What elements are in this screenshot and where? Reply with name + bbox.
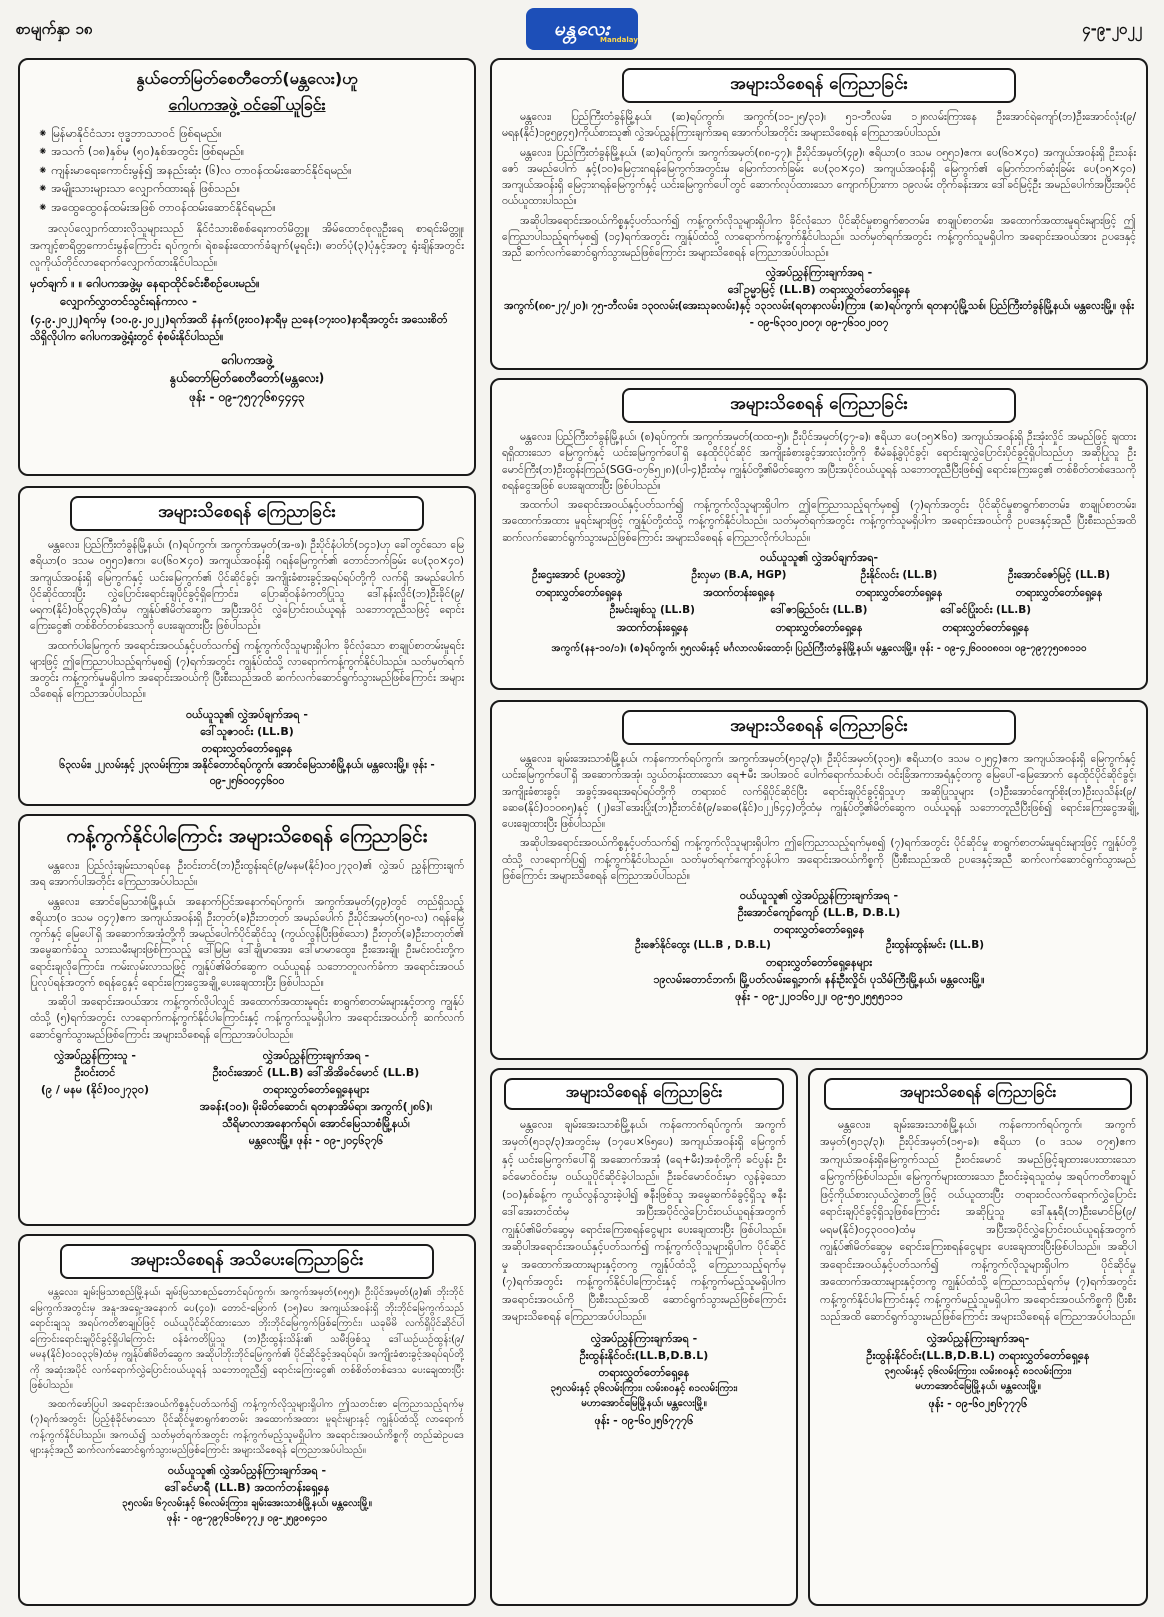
- lawyer-name: ဦးဌေးအောင် (ဥပဒေဘွဲ့): [532, 568, 626, 581]
- recruit-paragraph: အလုပ်လျှောက်ထားလိုသူများသည် နိုင်ငံသားစိစစ်ရေးကတ်မိတ္တူ၊ အိမ်ထောင်စုလူဦးရေ စာရင်းမိတ္တူ၊ အကျင့်စာရိတ္တကောင်းမွန်ကြောင်း ရပ်ကွက်၊ ရဲစခန်းထောက်ခံချက်(မူရင်း)၊ ဓာတ်ပုံ(၃)ပုံနှင့်အတူ ရုံးချိန်အတွင်း လူကိုယ်တိုင်လာရောက်လျှောက်ထားနိုင်ပါသည်။: [30, 221, 464, 270]
- lawyer-name: ဦးမင်းချစ်သူ (LL.B): [609, 604, 695, 617]
- left-sig-name: ဦးဝင်းတင်: [74, 1065, 116, 1079]
- notice-e: [18, 1234, 476, 1606]
- notice-c-para-1: မန္တလေး၊ ပြည်ကြီးတံခွန်မြို့နယ်၊ (ဂ)ရပ်ကွက်၊ အကွက်အမှတ်(အ-ဖ)၊ ဦးပိုင်နံပါတ်(၁၄၁)ဟု ခေါ်တွင်သော မြေဧရိယာ(၀ ဒသမ ၀၅၅၁)ဧက၊ ပေ(၆၀×၄၀) အကျယ်အဝန်းရှိ ဂရန်မြေကွက်၏ တောင်ဘက်ခြမ်း ပေ(၃၀×၄၀) အကျယ်အဝန်းရှိ မြေကွက်နှင့် ယင်းမြေကွက်၏ ပိုင်ဆိုင်ခွင့်၊ အကျိုးခံစားခွင့်အရပ်ရပ်တို့ကို လက်ရှိ အမည်ပေါက်ပိုင်ဆိုင်ထားပြီး လွှဲပြောင်းရောင်းချပိုင်ခွင့်ရှိကြောင်း၊ ပြောဆိုဝန်ခံကတိပြုသူ ဒေါ်နန်းလှိုင်(ဘ)ဦးခိုင်(၉/မရက(နိုင်)၀၆၃၄၃၆)ထံမှ ကျွန်ုပ်၏မိတ်ဆွေက အပြီးအပိုင် လွှဲပြောင်းဝယ်ယူရန် သဘောတူညီသဖြင့် ရောင်းကြေးငွေ၏ တစ်စိတ်တစ်ဒေသကို ပေးချေထားပြီး ဖြစ်ပါသည်။: [30, 539, 464, 633]
- notice-d-phone: ဖုန်း - ၀၉-၂၂၀၁၆၀၂၂၊ ၀၉-၅၀၂၅၅၅၁၁၁: [735, 990, 903, 1004]
- page-header: [0, 0, 1164, 56]
- notice-e-title: အများသိစေရန် အသိပေးကြေညာခြင်း: [60, 1244, 434, 1279]
- notice-d-para-1: မန္တလေး၊ ချမ်းအေးသာစံမြို့နယ်၊ ကန်ကောက်ရပ်ကွက်၊ အကွက်အမှတ်(၅၁၃/၃)၊ ဦးပိုင်အမှတ်(၃၁၅)၊ ဧရိယာ(၀ ဒသမ ၀၂၅၄)ဧက အကျယ်အဝန်းရှိ မြေကွက်နှင့် ယင်းမြေကွက်ပေါ်ရှိ အဆောက်အအုံ၊ သွယ်တန်းထားသော ရေ+မီး အပါအဝင် ပေါက်ရောက်သစ်ပင်၊ ဝင်းခြံအကာအရံနှင့်တကွ မြေပေါ်-မြေအောက် နေထိုင်ပိုင်ဆိုင်ခွင့်၊ အကျိုးခံစားခွင့်၊ အခွင့်အရေးအရပ်ရပ်တို့ကို တရားဝင် လက်ရှိပိုင်ဆိုင်ပြီး ရောင်းချပိုင်ခွင့်ရှိသူဟု အဆိုပြုသူများ (၁)ဦးအောင်ကျော်စိုး(ဘ)ဦးလှသိန်း(၉/ခဆဓ(နိုင်)၀၁၀၈၅)နှင့် (၂)ဒေါ်အေးပြုံး(ဘ)ဦးတင်စံ(၉/ခဆဓ(နိုင်)၀၂၂၆၄၄)တို့ထံမှ ကျွန်ုပ်တို့၏မိတ်ဆွေက ဝယ်ယူရန် သဘောတူညီပြီးဖြစ်၍ ရောင်းကြေးငွေအချို့ ပေးချေထားပြီး ဖြစ်ပါသည်။: [502, 753, 1136, 831]
- recruit-title-1: နွယ်တော်မြတ်စေတီတော်(မန္တလေး)ဟူ: [136, 69, 358, 88]
- notice-a-para-1: မန္တလေး၊ ပြည်ကြီးတံခွန်မြို့နယ်၊ (ဆ)ရပ်ကွက်၊ အကွက်(၁၁-၂၅/၃၁)၊ ၅၁-ဘီလမ်း၊ ၁၂၈လမ်းကြားနေ ဦးအောင်ရဲကျော်(ဘ)ဦးအောင်လုံး(၉/မရန(နိုင်)၁၉၅၉၄၅)ကိုယ်စားသူ၏ လွှဲအပ်ညွှန်ကြားချက်အရ အောက်ပါအတိုင်း အများသိစေရန် ကြေညာအပ်ပါသည်။: [502, 111, 1136, 140]
- lawyer-name: ဦးဇော်နိုင်ထွေး (LL.B , D.B.L): [635, 939, 771, 952]
- notice-c-address: ၆၃လမ်း၊ ၂၂လမ်းနှင့် ၂၃လမ်းကြား၊ အနိုင်တောင်ရပ်ကွက်၊ အောင်မြေသာစံမြို့နယ်၊ မန္တလေးမြို့။ ဖုန်း - ၀၉-၂၅၆၀၀၄၄၆၀၀: [59, 758, 435, 788]
- notice-g-address-2: မဟာအောင်မြေမြို့နယ်၊ မန္တလေးမြို့။: [915, 1381, 1041, 1393]
- notice-b-address: အကွက်(နန-၁၀/၁)၊ (စ)ရပ်ကွက်၊ ၅၅လမ်းနှင့် မင်္ဂလာလမ်းထောင့်၊ ပြည်ကြီးတံခွန်မြို့နယ်၊ မန္တလေးမြို့။ ဖုန်း - ၀၉-၄၂၆၀၀၀၈၀၁၊ ၀၉-၇၉၇၇၅၀၈၁၁၀: [551, 642, 1087, 654]
- right-sig-addr-1: အခန်း(၁၀)၊ မိုးမိတ်ဆောင်၊ ရတနာအိမ်ရာ၊ အကွက်(၂၈၆)၊: [199, 1100, 433, 1114]
- objection-title: ကန့်ကွက်နိုင်ပါကြောင်း အများသိစေရန် ကြေညာခြင်း: [66, 825, 428, 847]
- left-sig-id: (၉ / မနမ (နိုင်)၀၀၂၇၃၀): [40, 1083, 150, 1097]
- lawyer-title: တရားလွှတ်တော်ရှေ့နေ: [1015, 586, 1103, 599]
- left-sig-label: လွှဲအပ်ညွှန်ကြားသူ -: [54, 1048, 136, 1062]
- notice-d-lawyers-title: တရားလွှတ်တော်ရှေ့နေများ: [765, 956, 873, 970]
- recruit-title-2: ဂေါပကအဖွဲ့ ဝင်ခေါ်ယူခြင်း: [168, 95, 326, 114]
- notice-d-para-2: အဆိုပါအရောင်းအဝယ်ကိစ္စနှင့်ပတ်သက်၍ ကန့်ကွက်လိုသူများရှိပါက ဤကြေညာသည့်ရက်မှစ၍ (၇)ရက်အတွင်း ပိုင်ဆိုင်မှု စာရွက်စာတမ်းမူရင်းများဖြင့် ကျွန်ုပ်တို့ထံသို့ လာရောက်ပြ၍ ကန့်ကွက်နိုင်ပါသည်။ သတ်မှတ်ရက်ကျော်လွန်ပါက အရောင်းအဝယ်ကိစ္စကို ပြီးစီးသည်အထိ ဥပဒေနှင့်အညီ ဆက်လက်ဆောင်ရွက်သွားမည်ဖြစ်ကြောင်း အများသိစေရန် ကြေညာအပ်ပါသည်။: [502, 837, 1136, 882]
- notice-g-phone: ဖုန်း - ၀၉-၆၀၂၅၆၇၇၇၆: [928, 1396, 1028, 1410]
- notice-a-address: အကွက်(၈၈-၂၇/၂၀)၊ ၇၅-ဘီလမ်း၊ ၁၃၀လမ်း(အေးသုခလမ်း)နှင့် ၁၃၁လမ်း(ရတနာလမ်း)ကြား၊ (ဆ)ရပ်ကွက်၊ ရတနာပုံမြို့သစ်၊ ပြည်ကြီးတံခွန်မြို့နယ်၊ မန္တလေးမြို့။ ဖုန်း - ၀၉-၆၃၁၀၂၀၀၇၊ ၀၉-၇၆၁၀၂၀၀၇: [504, 300, 1134, 329]
- notice-g-lawyer: ဦးထွန်းနိုင်ဝင်း(LL.B,D.B.L) တရားလွှတ်တော်ရှေ့နေ: [866, 1348, 1090, 1362]
- objection-para-2: မန္တလေး၊ အောင်မြေသာစံမြို့နယ်၊ အနောက်ပြင်အနောက်ရပ်ကွက်၊ အကွက်အမှတ်(၄၉)တွင် တည်ရှိသည့် ဧရိယာ(၀ ဒသမ ၀၄၇)ဧက အကျယ်အဝန်းရှိ ဦးတုတ်(ခ)ဦးဘတုတ် အမည်ပေါက် ဦးပိုင်အမှတ်(၅၀-လ) ဂရန်မြေကွက်နှင့် မြေပေါ်ရှိ အဆောက်အအုံတို့ကို အမည်ပေါက်ပိုင်ဆိုင်သူ (ကွယ်လွန်ပြီးဖြစ်သော) ဦးတုတ်(ခ)ဦးဘတုတ်၏ အမွေဆက်ခံသူ သားသမီးများဖြစ်ကြသည့် ဒေါ်မြမြ၊ ဒေါ်ချိုမာအေး၊ ဒေါ်မာမာထွေး၊ ဦးအေးချို၊ ဦးမင်းဝင်းတို့က ရောင်းချလိုကြောင်း၊ ကမ်းလှမ်းလာသဖြင့် ကျွန်ုပ်၏မိတ်ဆွေက ဝယ်ယူရန် သဘောတူလက်ခံကာ အရောင်းအဝယ်ပြုလုပ်ရန်အတွက် စရန်ငွေနှင့် ရောင်းကြေးငွေအချို့ ပေးချေထားပြီး ဖြစ်ပါသည်။: [30, 895, 464, 989]
- notice-b-sig-label: ဝယ်ယူသူ၏ လွှဲအပ်ချက်အရ-: [759, 550, 879, 564]
- notice-d-lawyers: [592, 938, 1046, 954]
- issue-date: ၄-၉-၂၀၂၂: [1082, 20, 1142, 38]
- notice-c-lawyer: ဒေါ်သူဇာဝင်း (LL.B): [200, 724, 294, 738]
- notice-d-title: အများသိစေရန် ကြေညာခြင်း: [622, 710, 1016, 745]
- notice-e-sig-label: ဝယ်ယူသူ၏ လွှဲအပ်ညွှန်ကြားချက်အရ -: [167, 1463, 327, 1477]
- objection-signatures: [30, 1047, 464, 1149]
- recruit-note: မှတ်ချက် ။ ။ ဂေါပကအဖွဲ့မှ နေရာထိုင်ခင်းစီစဉ်ပေးမည်။: [30, 276, 260, 291]
- lawyer-title: အထက်တန်းရှေ့နေ: [703, 586, 775, 599]
- notice-a-para-2: မန္တလေး၊ ပြည်ကြီးတံခွန်မြို့နယ်၊ (ဆ)ရပ်ကွက်၊ အကွက်အမှတ်(၈၈-၄၇)၊ ဦးပိုင်အမှတ်(၄၉)၊ ဧရိယာ(၀ ဒသမ ၀၅၅၁)ဧက၊ ပေ(၆၀×၄၀) အကျယ်အဝန်းရှိ ဦးသန်းဇော် အမည်ပေါက် နှင့်(၁၀)မြေငှားဂရန်မြေကွက်အတွင်းမှ မြောက်ဘက်ခြမ်း ပေ(၃၀×၄၀) အကျယ်အဝန်းရှိ မြေကွက်၏ မြောက်ဘက်ဆုံးခြမ်း ပေ(၁၅×၄၀) အကျယ်အဝန်းရှိ မြေငှားဂရန်မြေကွက်နှင့် ယင်းမြေကွက်ပေါ်တွင် ဆောက်လုပ်ထားသော ကျောက်ပြားကာ ၁၉လမ်း တိုက်ခန်းအား ဒေါ်ခင်မြင့်ဦး အမည်ပေါက်အပြီးအပိုင်ဝယ်ယူထားပါသည်။: [502, 146, 1136, 208]
- notice-f-lawyer: ဦးထွန်းနိုင်ဝင်း(LL.B,D.B.L): [579, 1348, 709, 1362]
- notice-a-title: အများသိစေရန် ကြေညာခြင်း: [622, 68, 1016, 103]
- notice-b-para-1: မန္တလေး၊ ပြည်ကြီးတံခွန်မြို့နယ်၊ (စ)ရပ်ကွက်၊ အကွက်အမှတ်(ထထ-၅)၊ ဦးပိုင်အမှတ်(၄၇-ခ)၊ ဧရိယာ ပေ(၁၅×၆၀) အကျယ်အဝန်းရှိ ဦးအုံးလှိုင် အမည်ဖြင့် ချထားရရှိထားသော မြေကွက်နှင့် ယင်းမြေကွက်ပေါ်ရှိ နေထိုင်ပိုင်ဆိုင် အကျိုးခံစားခွင့်အားလုံးတို့ကို စီမံခန့်ခွဲပိုင်ခွင့်၊ ရောင်းချလွှဲပြောင်းပိုင်ခွင့်ရှိပါသည်ဟု အဆိုပြုသူ ဦးမောင်ကြီး(ဘ)ဦးထွန်းကြည်(SGG-၀၇၆၅၂၈)(ပါ-၄)ဦးထံမှ ကျွန်ုပ်တို့၏မိတ်ဆွေက အပြီးအပိုင်ဝယ်ယူရန် သဘောတူညီပြီးဖြစ်၍ ရောင်းကြေးငွေ၏ တစ်စိတ်တစ်ဒေသကို စရန်ငွေအဖြစ် ပေးချေထားပြီး ဖြစ်ပါသည်။: [502, 431, 1136, 492]
- notice-a-para-3: အဆိုပါအရောင်းအဝယ်ကိစ္စနှင့်ပတ်သက်၍ ကန့်ကွက်လိုသူများရှိပါက ခိုင်လုံသော ပိုင်ဆိုင်မှုစာရွက်စာတမ်း၊ စာချုပ်စာတမ်း၊ အထောက်အထားမူရင်းများဖြင့် ဤကြေညာပါသည့်ရက်မှစ၍ (၁၄)ရက်အတွင်း ကျွန်ုပ်ထံသို့ လာရောက်ကန့်ကွက်နိုင်ပါသည်။ သတ်မှတ်ရက်အတွင်း ကန့်ကွက်သူမရှိပါက အရောင်းအဝယ်အား ဥပဒေနှင့်အညီ ဆက်လက်ဆောင်ရွက်သွားမည်ဖြစ်ကြောင်း အများသိစေရန် ကြေညာအပ်ပါသည်။: [502, 214, 1136, 260]
- lawyer-title: တရားလွှတ်တော်ရှေ့နေ: [855, 586, 943, 599]
- notice-b-title: အများသိစေရန် ကြေညာခြင်း: [622, 388, 1016, 423]
- logo-subtitle: Mandalay: [600, 36, 638, 44]
- objection-para-3: အဆိုပါ အရောင်းအဝယ်အား ကန့်ကွက်လိုပါလျှင် အထောက်အထားမူရင်း စာရွက်စာတမ်းများနှင့်တကွ ကျွန်ုပ်ထံသို့ (၅)ရက်အတွင်း လာရောက်ကန့်ကွက်နိုင်ပါကြောင်းနှင့် ကန့်ကွက်သူမရှိပါက အရောင်းအဝယ်ကို ဆက်လက်ဆောင်ရွက်သွားမည်ဖြစ်ကြောင်း အများသိစေရန် ကြေညာအပ်ပါသည်။: [30, 996, 464, 1041]
- notice-e-para-2: အထက်ဖော်ပြပါ အရောင်းအဝယ်ကိစ္စနှင့်ပတ်သက်၍ ကန့်ကွက်လိုသူများရှိပါက ဤသတင်းစာ ကြေညာသည့်ရက်မှ (၇)ရက်အတွင်း ပြည့်စုံခိုင်မာသော ပိုင်ဆိုင်မှုစာရွက်စာတမ်း အထောက်အထား မူရင်းများနှင့် ကျွန်ုပ်ထံသို့ လာရောက်ကန့်ကွက်နိုင်ပါသည်။ အကယ်၍ သတ်မှတ်ရက်အတွင်း ကန့်ကွက်မည့်သူမရှိပါက အရောင်းအဝယ်ကိစ္စကို တည်ဆဲဥပဒေများနှင့်အညီ ဆက်လက်ဆောင်ရွက်သွားမည်ဖြစ်ကြောင်း အများသိစေရန် ကြေညာအပ်ပါသည်။: [30, 1398, 464, 1456]
- notice-e-lawyer: ဒေါ်ခင်မာရီ (LL.B) အထက်တန်းရှေ့နေ: [164, 1480, 330, 1494]
- recruit-phone: ဖုန်း - ၀၉-၇၅၇၇၆၈၄၄၄၃: [189, 390, 305, 404]
- notice-e-address: ၃၅လမ်း၊ ၆၇လမ်းနှင့် ၆၈လမ်းကြား၊ ချမ်းအေးသာစံမြို့နယ်၊ မန္တလေးမြို့။: [122, 1497, 372, 1509]
- recruit-bullet: ⁕ မြန်မာနိုင်ငံသား ဗုဒ္ဓဘာသာဝင် ဖြစ်ရမည်။: [38, 126, 222, 140]
- notice-c-sig-label: ဝယ်ယူသူ၏ လွှဲအပ်ချက်အရ -: [186, 707, 308, 721]
- notice-b: [490, 378, 1148, 690]
- notice-c: [18, 486, 476, 806]
- right-sig-addr-2: သီရိမာလာအနောက်ရပ်၊ အောင်မြေသာစံမြို့နယ်၊: [222, 1117, 410, 1131]
- notice-c-lawyer-title: တရားလွှတ်တော်ရှေ့နေ: [201, 741, 293, 755]
- notice-f-title: အများသိစေရန် ကြေညာခြင်း: [504, 1078, 784, 1110]
- lawyer-title: တရားလွှတ်တော်ရှေ့နေ: [942, 622, 1029, 635]
- notice-e-para-1: မန္တလေး၊ ချမ်းမြသာစည်မြို့နယ်၊ ချမ်းမြသာစည်တောင်ရပ်ကွက်၊ အကွက်အမှတ်(၈၅၅)၊ ဦးပိုင်အမှတ်(၉)၏ ဘိုးဘိုင်မြေကွက်အတွင်းမှ အနူ-အရှေ့-အနောက် ပေ(၄၀)၊ တောင်-မြောက် (၁၅)ပေ အကျယ်အဝန်းရှိ ဘိုးဘိုင်မြေကွက်သည် ရောင်းချသူ အရပ်ကတိစာချုပ်ဖြင့် ဝယ်ယူပိုင်ဆိုင်ထားသော ဘိုးဘိုင်မြေကွက်ဖြစ်ကြောင်း၊ ယခုမိမိ လက်ရှိပိုင်ဆိုင်ပါကြောင်းရောင်းချပိုင်ခွင့်ရှိပါကြောင်း ဝန်ခံကတိပြုသူ (ဘ)ဦးထွန်းသိန်း၏ သမီးဖြစ်သူ ဒေါ်ယဉ်ယဉ်ထွန်း(၉/မမန(နိုင်)၀၁၀၃၃၆)ထံမှ ကျွန်ုပ်၏မိတ်ဆွေက အဆိုပါဘိုးဘိုင်မြေကွက်၏ ပိုင်ဆိုင်ခွင့်အရပ်ရပ်၊ အကျိုးခံစားခွင့်အရပ်ရပ်တို့ကို အဆုံးအပိုင် လက်ရောက်လွှဲပြောင်းဝယ်ယူရန် သဘောတူညီ၍ ရောင်းကြေးငွေ၏ တစ်စိတ်တစ်ဒေသ ပေးချေထားပြီး ဖြစ်ပါသည်။: [30, 1287, 464, 1391]
- notice-b-lawyers-row-2: [572, 603, 1066, 637]
- notice-a-sig-label: လွှဲအပ်ညွှန်ကြားချက်အရ -: [765, 266, 873, 280]
- notice-f-lawyer-title: တရားလွှတ်တော်ရှေ့နေ: [598, 1365, 690, 1379]
- right-sig-addr-3: မန္တလေးမြို့။ ဖုန်း - ၀၉-၂၀၄၆၃၇၆: [248, 1134, 384, 1148]
- notice-g-address-1: ၃၅လမ်းနှင့် ၃၆လမ်းကြား၊ လမ်း၈၀နှင့် ၈၁လမ်းကြား၊: [884, 1365, 1072, 1377]
- lawyer-name: ဦးနိုင်လင်း (LL.B): [860, 568, 938, 581]
- right-sig-label: လွှဲအပ်ညွှန်ကြားချက်အရ -: [262, 1048, 370, 1062]
- notice-d-sig-label: ဝယ်ယူသူ၏ လွှဲအပ်ညွှန်ကြားချက်အရ -: [739, 889, 899, 903]
- notice-b-lawyers-row-1: [502, 568, 1136, 602]
- notice-f: [490, 1068, 798, 1606]
- recruit-bullet: ⁕ အသက် (၁၈)နှစ်မှ (၅၀)နှစ်အတွင်း ဖြစ်ရမည်။: [38, 144, 245, 159]
- lawyer-title: တရားလွှတ်တော်ရှေ့နေ: [775, 622, 863, 635]
- notice-d: [490, 700, 1148, 1060]
- newspaper-logo: မန္တလေး: [526, 8, 638, 50]
- lawyer-name: ဒေါ်ခင်ပြုံးဝင်း (LL.B): [940, 604, 1031, 617]
- objection-para-1: မန္တလေး၊ ပြည်လုံးချမ်းသာရပ်နေ ဦးဝင်းတင်(ဘ)ဦးထွန်းရင်(၉/မနမ(နိုင်)၀၀၂၇၃၀)၏ လွှဲအပ် ညွှန်ကြားချက်အရ အောက်ပါအတိုင်း ကြေညာအပ်ပါသည်။: [30, 860, 464, 889]
- notice-f-phone: ဖုန်း - ၀၉-၆၀၂၅၆၇၇၇၆: [594, 1413, 694, 1427]
- lawyer-name: ဒေါ်ဇာခြည်ဝင်း (LL.B): [770, 604, 868, 617]
- recruitment-notice: [18, 58, 476, 476]
- notice-b-para-2: အထက်ပါ အရောင်းအဝယ်နှင့်ပတ်သက်၍ ကန့်ကွက်လိုသူများရှိပါက ဤကြေညာသည့်ရက်မှစ၍ (၇)ရက်အတွင်း ပိုင်ဆိုင်မှုစာရွက်စာတမ်း၊ စာချုပ်စာတမ်း၊ အထောက်အထား မူရင်းများဖြင့် ကျွန်ုပ်တို့ထံသို့ ကန့်ကွက်နိုင်ပါသည်။ သတ်မှတ်ရက်အတွင်း ကန့်ကွက်သူမရှိပါက အရောင်းအဝယ်ကို ဥပဒေနှင့်အညီ ပြီးစီးသည်အထိ ဆက်လက်ဆောင်ရွက်သွားမည်ဖြစ်ကြောင်း အများသိစေရန် ကြေညာလိုက်ပါသည်။: [502, 499, 1136, 544]
- recruit-bullet: ⁕ အထွေထွေဝန်ထမ်းအဖြစ် တာဝန်ထမ်းဆောင်နိုင်ရမည်။: [38, 199, 276, 214]
- notice-d-lawyer-1: ဦးအောင်ကျော်ကျော် (LL.B, D.B.L): [737, 906, 901, 920]
- objection-notice: [18, 814, 476, 1226]
- notice-g-sig-label: လွှဲအပ်ညွှန်ကြားချက်အရ-: [926, 1331, 1030, 1345]
- notice-g-para-1: မန္တလေး၊ ချမ်းအေးသာစံမြို့နယ်၊ ကန်ကောက်ရပ်ကွက်၊ အကွက်အမှတ်(၅၁၃/၃)၊ ဦးပိုင်အမှတ်(၁၅-ခ)၊ ဧရိယာ (၀ ဒသမ ၀၇၅)ဧက အကျယ်အဝန်းရှိမြေကွက်သည် ဦးဝင်းမောင် အမည်ဖြင့်ချထားပေးထားသော မြေကွက်ဖြစ်ပါသည်။ မြေကွက်များထားသော ဦးဝင်းခဲ့ရသူထံမှ အရပ်ကတိစာချုပ်ဖြင့်ကိုယ်စားလှယ်လွှဲစာတို့ဖြင့် ဝယ်ယူထားပြီး တရားဝင်လက်ရောက်လွှဲပြောင်းရောင်းချပိုင်ခွင့်ရှိသူဖြစ်ကြောင်း အဆိုပြုသူ ဒေါ်နုနုရီ(ဘ)ဦးမောင်မြ(၉/မရမ(နိုင်)၀၄၃၀၀၀)ထံမှ အပြီးအပိုင်လွှဲပြောင်းဝယ်ယူရန်အတွက် ကျွန်ုပ်၏မိတ်ဆွေမှ ရောင်းကြေးစရန်ငွေများ ပေးချေထားပြီးဖြစ်ပါသည်။ အဆိုပါအရောင်းအဝယ်နှင့်ပတ်သက်၍ ကန့်ကွက်လိုသူများရှိပါက ပိုင်ဆိုင်မှု အထောက်အထားများနှင့်တကွ ကျွန်ုပ်ထံသို့ ကြေညာသည့်ရက်မှ (၇)ရက်အတွင်း ကန့်ကွက်နိုင်ပါကြောင်းနှင့် ကန့်ကွက်မည့်သူမရှိပါက အရောင်းအဝယ်ကိစ္စကို ပြီးစီးသည်အထိ ဆောင်ရွက်သွားမည်ဖြစ်ကြောင်း အများသိစေရန် ကြေညာအပ်ပါသည်။: [820, 1118, 1136, 1324]
- recruit-bullet: ⁕ ကျန်းမာရေးကောင်းမွန်၍ အနည်းဆုံး (၆)လ တာဝန်ထမ်းဆောင်နိုင်ရမည်။: [38, 162, 352, 177]
- page-number: စာမျက်နှာ ၁၈: [16, 20, 93, 38]
- lawyer-name: ဦးလှမာ (B.A, HGP): [691, 568, 787, 581]
- lawyer-name: ဦးအောင်ဇော်မြင့် (LL.B): [1007, 568, 1111, 581]
- notice-c-title: အများသိစေရန် ကြေညာခြင်း: [70, 496, 424, 531]
- right-sig-names: ဦးဝင်းအောင် (LL.B) ဒေါ်အိအိခင်မောင် (LL.B): [212, 1065, 420, 1079]
- notice-f-para-1: မန္တလေး၊ ချမ်းအေးသာစံမြို့နယ်၊ ကန်ကောက်ရပ်ကွက်၊ အကွက်အမှတ်(၅၁၃/၃)အတွင်းမှ (၁၇ပေ×၆၅ပေ) အကျယ်အဝန်းရှိ မြေကွက်နှင့် ယင်းမြေကွက်ပေါ်ရှိ အဆောက်အအုံ (ရေ+မီး)အစုံတို့ကို ခင်ပွန်း ဦးခင်မောင်ဝင်းမှ ဝယ်ယူပိုင်ဆိုင်ခဲ့ပါသည်။ ဦးခင်မောင်ဝင်းမှာ လွန်ခဲ့သော (၁၀)နှစ်ခန့်က ကွယ်လွန်သွားခဲ့ပါ၍ ဇနီးဖြစ်သူ အမွေဆက်ခံခွင့်ရှိသူ ဇနီး ဒေါ်အေးတင်ထံမှ အပြီးအပိုင်လွှဲပြောင်းဝယ်ယူရန်အတွက် ကျွန်ုပ်၏မိတ်ဆွေမှ ရောင်းကြေးစရန်ငွေများ ပေးချေထားပြီး ဖြစ်ပါသည်။ အဆိုပါအရောင်းအဝယ်နှင့်ပတ်သက်၍ ကန့်ကွက်လိုသူများရှိပါက ပိုင်ဆိုင်မှု အထောက်အထားများနှင့်တကွ ကျွန်ုပ်ထံသို့ ကြေညာသည့်ရက်မှ (၇)ရက်အတွင်း ကန့်ကွက်နိုင်ပါကြောင်းနှင့် ကန့်ကွက်မည့်သူမရှိပါက အရောင်းအဝယ်ကို ပြီးစီးသည်အထိ ဆောင်ရွက်သွားမည်ဖြစ်ကြောင်း အများသိစေရန် ကြေညာအပ်ပါသည်။: [502, 1118, 786, 1324]
- notice-d-lawyer-1-title: တရားလွှတ်တော်ရှေ့နေ: [773, 923, 865, 937]
- notice-g: [808, 1068, 1148, 1606]
- recruit-deadline-label: လျှောက်လွှာတင်သွင်းရန်ကာလ -: [60, 293, 197, 308]
- objection-left-signature: [30, 1047, 160, 1149]
- objection-right-signature: [168, 1047, 464, 1149]
- notice-e-phone: ဖုန်း - ၀၉-၇၉၇၆၁၆၈၇၇၂၊ ၀၉-၂၅၉၀၈၄၁၀: [166, 1513, 328, 1525]
- recruit-signature-2: နွယ်တော်မြတ်စေတီတော်(မန္တလေး): [169, 371, 325, 386]
- notice-c-para-2: အထက်ပါမြေကွက် အရောင်းအဝယ်နှင့်ပတ်သက်၍ ကန့်ကွက်လိုသူများရှိပါက ခိုင်လုံသော စာချုပ်စာတမ်းမူရင်းများဖြင့် ဤကြေညာပါသည့်ရက်မှစ၍ (၇)ရက်အတွင်း ကျွန်ုပ်ထံသို့ လာရောက်ကန့်ကွက်နိုင်ပါသည်။ သတ်မှတ်ရက်အတွင်း ကန့်ကွက်မှုမရှိပါက အရောင်းအဝယ်ကို ပြီးစီးသည်အထိ ဆက်လက်ဆောင်ရွက်သွားမည်ဖြစ်ကြောင်း အများသိစေရန် ကြေညာအပ်ပါသည်။: [30, 639, 464, 701]
- right-sig-title: တရားလွှတ်တော်ရှေ့နေများ: [262, 1083, 370, 1097]
- lawyer-title: တရားလွှတ်တော်ရှေ့နေ: [535, 586, 623, 599]
- notice-f-address-2: မဟာအောင်မြေမြို့နယ်၊ မန္တလေးမြို့။: [581, 1398, 707, 1410]
- notice-a-lawyer: ဒေါ်ဥမ္မာမြင့် (LL.B) တရားလွှတ်တော်ရှေ့နေ: [727, 283, 911, 297]
- lawyer-title: အထက်တန်းရှေ့နေ: [616, 622, 689, 635]
- notice-f-address-1: ၃၅လမ်းနှင့် ၃၆လမ်းကြား၊ လမ်း၈၀နှင့် ၈၁လမ်းကြား၊: [550, 1382, 738, 1394]
- lawyer-name: ဦးထွန်းထွန်းမင်း (LL.B): [885, 939, 985, 952]
- notice-d-address: ၁၉လမ်းတောင်ဘက်၊ မြို့ပတ်လမ်းရှေ့ဘက်၊ နန်းဦးလှိုင်၊ ပုသိမ်ကြီးမြို့နယ်၊ မန္တလေးမြို့။: [653, 973, 985, 987]
- notice-g-title: အများသိစေရန် ကြေညာခြင်း: [824, 1078, 1132, 1110]
- recruit-deadline: (၄.၉.၂၀၂၂)ရက်မှ (၁၀.၉.၂၀၂၂)ရက်အထိ နံနက်(၉း၀၀)နာရီမှ ညနေ(၁၇း၀၀)နာရီအတွင်း အသေးစိတ်သိရှိလိုပါက ဂေါပကအဖွဲ့ရုံးတွင် စုံစမ်းနိုင်ပါသည်။: [30, 312, 448, 343]
- notice-f-sig-label: လွှဲအပ်ညွှန်ကြားချက်အရ -: [590, 1331, 698, 1345]
- notice-a: [490, 58, 1148, 370]
- recruit-signature-1: ဂေါပကအဖွဲ့: [221, 352, 273, 367]
- recruit-bullet: ⁕ အမျိုးသားများသာ လျှောက်ထားရန် ဖြစ်သည်။: [38, 181, 241, 196]
